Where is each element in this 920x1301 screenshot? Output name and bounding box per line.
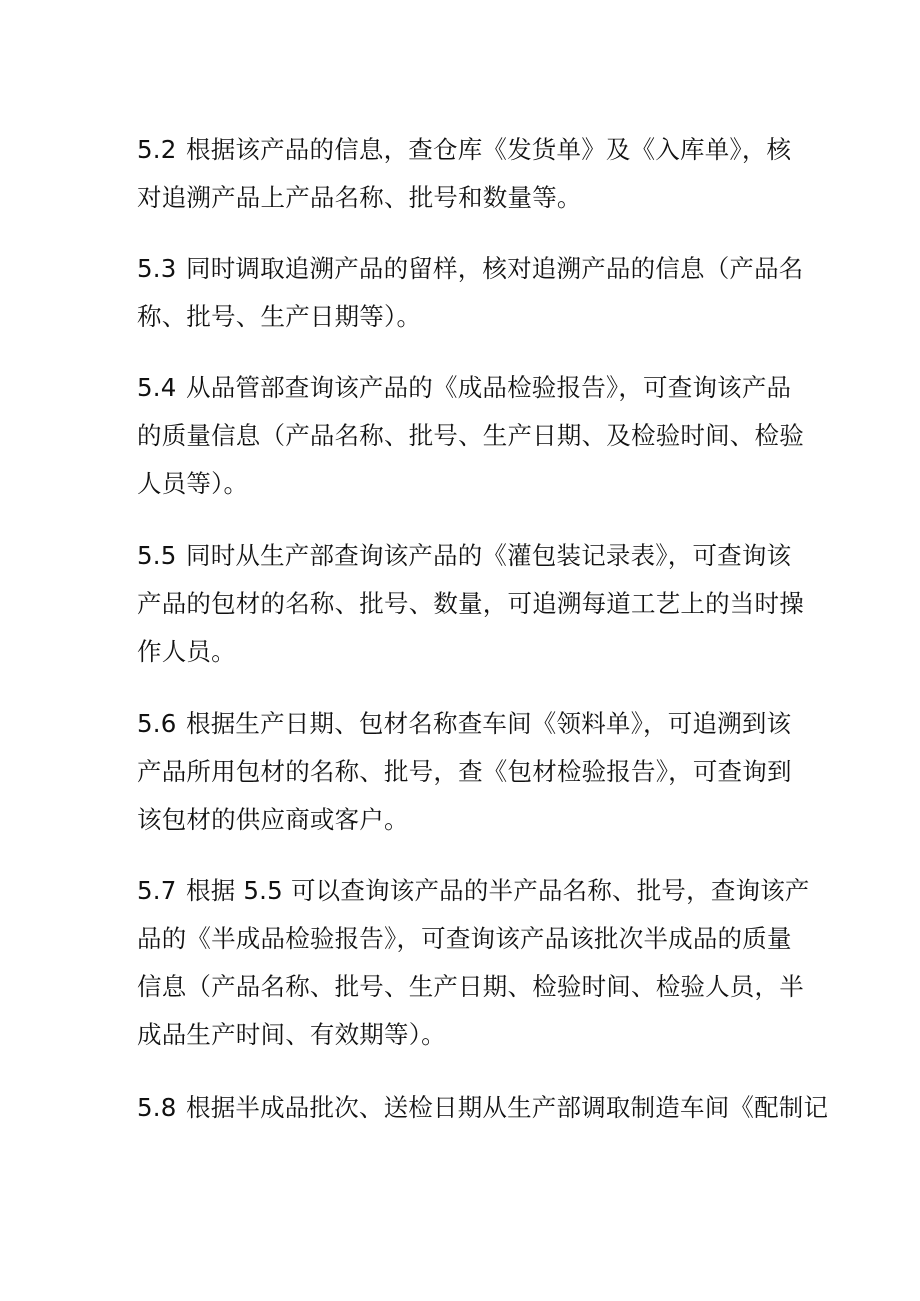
- paragraph-line: 品的《半成品检验报告》，可查询该产品该批次半成品的质量: [137, 924, 792, 953]
- paragraph-line: [137, 700, 792, 748]
- paragraph-text: 同时从生产部查询该产品的《灌包装记录表》，可查询该: [186, 541, 792, 570]
- paragraph-line: [137, 532, 792, 580]
- paragraph-5-6: [137, 700, 792, 844]
- section-number: 5.8: [137, 1093, 177, 1122]
- paragraph-line: [137, 1084, 829, 1132]
- paragraph-text: 根据生产日期、包材名称查车间《领料单》，可追溯到该: [186, 709, 792, 738]
- paragraph-line: 产品所用包材的名称、批号，查《包材检验报告》，可查询到: [137, 757, 792, 786]
- paragraph-5-8: [137, 1084, 829, 1132]
- paragraph-line: 成品生产时间、有效期等）。: [137, 1020, 446, 1049]
- paragraph-5-7: [137, 867, 810, 1059]
- paragraph-line: 人员等）。: [137, 469, 249, 498]
- section-number: 5.4: [137, 373, 177, 402]
- paragraph-text: 从品管部查询该产品的《成品检验报告》，可查询该产品: [186, 373, 792, 402]
- paragraph-text: 根据该产品的信息，查仓库《发货单》及《入库单》，核: [186, 135, 792, 164]
- section-number: 5.3: [137, 254, 177, 283]
- section-number: 5.6: [137, 709, 177, 738]
- paragraph-5-4: [137, 364, 804, 508]
- paragraph-line: 称、批号、生产日期等）。: [137, 302, 422, 331]
- section-number: 5.7: [137, 876, 177, 905]
- paragraph-line: 作人员。: [137, 637, 236, 666]
- section-number: 5.5: [137, 541, 177, 570]
- paragraph-line: 产品的包材的名称、批号、数量，可追溯每道工艺上的当时操: [137, 589, 804, 618]
- paragraph-text: 根据 5.5 可以查询该产品的半产品名称、批号，查询该产: [186, 876, 810, 905]
- paragraph-5-5: [137, 532, 804, 676]
- paragraph-line: 的质量信息（产品名称、批号、生产日期、及检验时间、检验: [137, 421, 804, 450]
- paragraph-line: [137, 867, 810, 915]
- paragraph-line: [137, 126, 792, 174]
- section-number: 5.2: [137, 135, 177, 164]
- paragraph-line: 对追溯产品上产品名称、批号和数量等。: [137, 183, 582, 212]
- paragraph-line: 信息（产品名称、批号、生产日期、检验时间、检验人员，半: [137, 972, 804, 1001]
- paragraph-line: [137, 245, 804, 293]
- paragraph-text: 同时调取追溯产品的留样，核对追溯产品的信息（产品名: [186, 254, 804, 283]
- paragraph-line: [137, 364, 792, 412]
- paragraph-line: 该包材的供应商或客户。: [137, 805, 409, 834]
- paragraph-text: 根据半成品批次、送检日期从生产部调取制造车间《配制记: [186, 1093, 829, 1122]
- paragraph-5-2: [137, 126, 792, 222]
- paragraph-5-3: [137, 245, 804, 341]
